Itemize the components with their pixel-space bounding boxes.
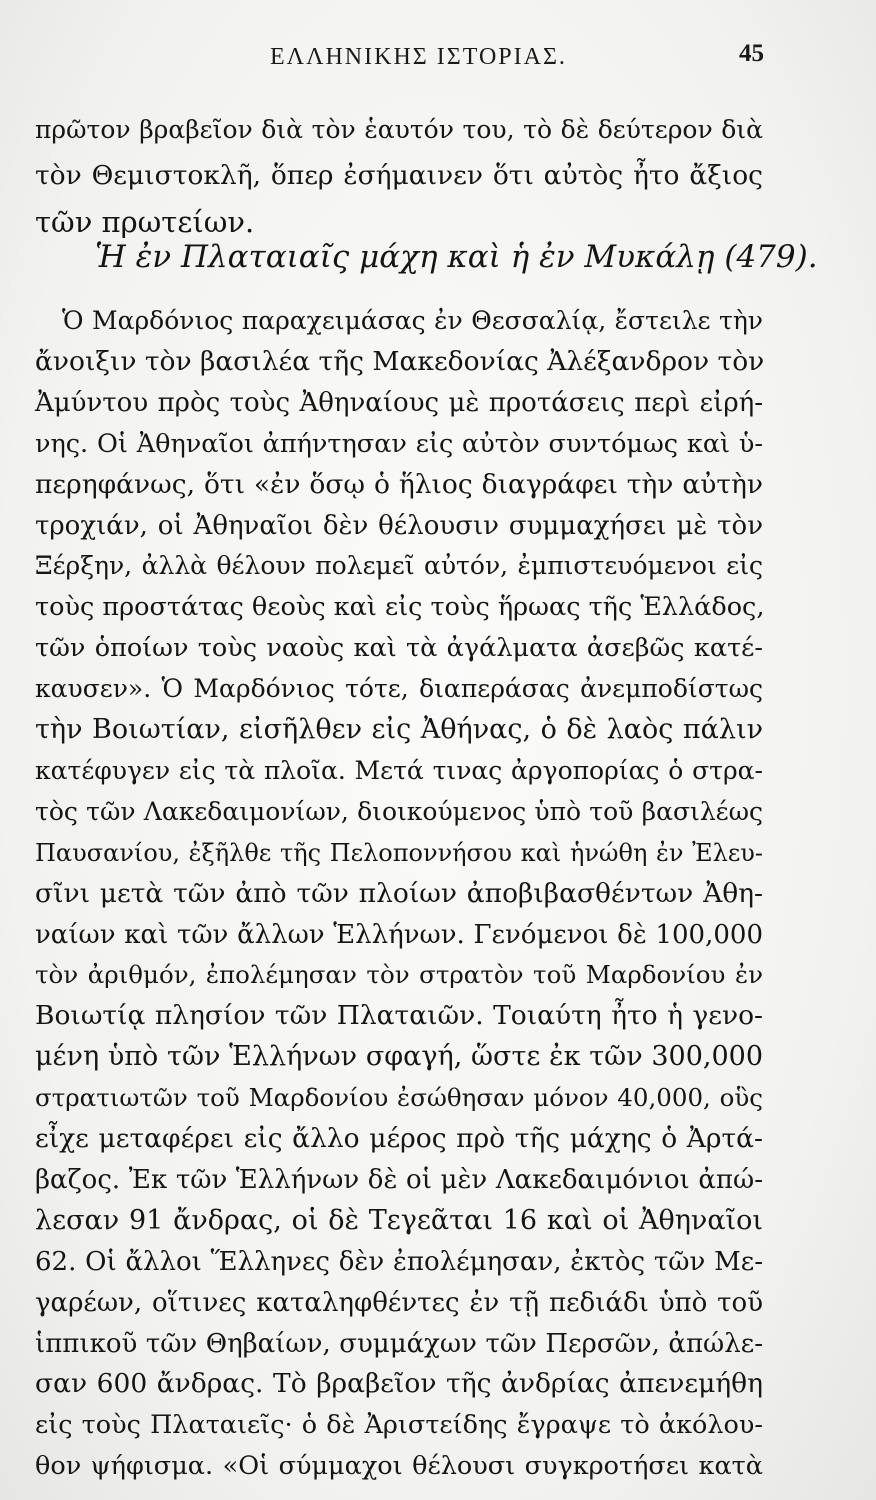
running-head: ΕΛΛΗΝΙΚΗΣ ΙΣΤΟΡΙΑΣ. xyxy=(270,44,567,70)
text-line: τὸν ἀριθμόν, ἐπολέμησαν τὸν στρατὸν τοῦ Μαρδονίου ἐν xyxy=(35,960,763,990)
text-line: τοὺς προστάτας θεοὺς καὶ εἰς τοὺς ἥρωας τῆς Ἑλλάδος, xyxy=(35,592,765,623)
page-number: 45 xyxy=(739,40,764,67)
text-line: τῶν πρωτείων. xyxy=(35,205,255,239)
text-line: ναίων καὶ τῶν ἄλλων Ἑλλήνων. Γενόμενοι δὲ 100,000 xyxy=(35,919,763,950)
text-line: τῶν ὁποίων τοὺς ναοὺς καὶ τὰ ἀγάλματα ἀσεβῶς κατέ- xyxy=(35,633,763,664)
text-line: ἄνοιξιν τὸν βασιλέα τῆς Μακεδονίας Ἀλέξανδρον τὸν xyxy=(35,345,765,377)
text-line: Ξέρξην, ἀλλὰ θέλουν πολεμεῖ αὐτόν, ἐμπιστευόμενοι εἰς xyxy=(35,551,763,581)
text-line: εἶχε μεταφέρει εἰς ἄλλο μέρος πρὸ τῆς μάχης ὁ Ἀρτά- xyxy=(35,1123,763,1154)
text-line: τροχιάν, οἱ Ἀθηναῖοι δὲν θέλουσιν συμμαχήσει μὲ τὸν xyxy=(35,510,763,541)
text-line: γαρέων, οἵτινες καταληφθέντες ἐν τῇ πεδιάδι ὑπὸ τοῦ xyxy=(35,1287,763,1318)
text-line: βαζος. Ἐκ τῶν Ἑλλήνων δὲ οἱ μὲν Λακεδαιμόνιοι ἀπώ- xyxy=(35,1164,763,1195)
text-line: τὸν Θεμιστοκλῆ, ὅπερ ἐσήμαινεν ὅτι αὐτὸς ἦτο ἄξιος xyxy=(35,160,763,191)
text-line: πρῶτον βραβεῖον διὰ τὸν ἑαυτόν του, τὸ δὲ δεύτερον διὰ xyxy=(35,115,763,144)
text-line: τὸς τῶν Λακεδαιμονίων, διοικούμενος ὑπὸ τοῦ βασιλέως xyxy=(35,796,763,826)
text-line: Ἀμύντου πρὸς τοὺς Ἀθηναίους μὲ προτάσεις περὶ εἰρή- xyxy=(35,387,763,418)
text-line: ἱππικοῦ τῶν Θηβαίων, συμμάχων τῶν Περσῶν, ἀπώλε- xyxy=(35,1328,763,1359)
text-line: τὴν Βοιωτίαν, εἰσῆλθεν εἰς Ἀθήνας, ὁ δὲ λαὸς πάλιν xyxy=(35,714,763,745)
text-line: εἰς τοὺς Πλαταιεῖς· ὁ δὲ Ἀριστείδης ἔγραψε τὸ ἀκόλου- xyxy=(35,1410,763,1441)
text-line: 62. Οἱ ἄλλοι Ἕλληνες δὲν ἐπολέμησαν, ἐκτὸς τῶν Με- xyxy=(35,1246,763,1277)
text-line: Παυσανίου, ἐξῆλθε τῆς Πελοποννήσου καὶ ἡνώθη ἐν Ἐλευ- xyxy=(35,838,763,867)
text-line: στρατιωτῶν τοῦ Μαρδονίου ἐσώθησαν μόνον 40,000, οὓς xyxy=(35,1083,763,1113)
text-line: νης. Οἱ Ἀθηναῖοι ἀπήντησαν εἰς αὐτὸν συντόμως καὶ ὑ- xyxy=(35,428,763,459)
text-line: μένη ὑπὸ τῶν Ἑλλήνων σφαγή, ὥστε ἐκ τῶν 300,000 xyxy=(35,1041,763,1073)
text-line: περηφάνως, ὅτι «ἐν ὅσῳ ὁ ἥλιος διαγράφει τὴν αὐτὴν xyxy=(35,468,763,500)
text-line: Βοιωτίᾳ πλησίον τῶν Πλαταιῶν. Τοιαύτη ἦτο ἡ γενο- xyxy=(35,1000,763,1032)
section-heading: Ἡ ἐν Πλαταιαῖς μάχη καὶ ἡ ἐν Μυκάλῃ (479). xyxy=(95,239,818,275)
text-line: σῖνι μετὰ τῶν ἀπὸ τῶν πλοίων ἀποβιβασθέντων Ἀθη- xyxy=(35,877,763,909)
text-line: καυσεν». Ὁ Μαρδόνιος τότε, διαπεράσας ἀνεμποδίστως xyxy=(35,674,763,704)
text-line: λεσαν 91 ἄνδρας, οἱ δὲ Τεγεᾶται 16 καὶ οἱ Ἀθηναῖοι xyxy=(35,1204,763,1236)
text-line: θον ψήφισμα. «Οἱ σύμμαχοι θέλουσι συγκροτήσει κατὰ xyxy=(35,1451,763,1482)
text-line: σαν 600 ἄνδρας. Τὸ βραβεῖον τῆς ἀνδρίας ἀπενεμήθη xyxy=(35,1368,763,1400)
text-line: Ὁ Μαρδόνιος παραχειμάσας ἐν Θεσσαλίᾳ, ἔστειλε τὴν xyxy=(62,306,763,335)
text-line: κατέφυγεν εἰς τὰ πλοῖα. Μετά τινας ἀργοπορίας ὁ στρα- xyxy=(35,755,763,785)
